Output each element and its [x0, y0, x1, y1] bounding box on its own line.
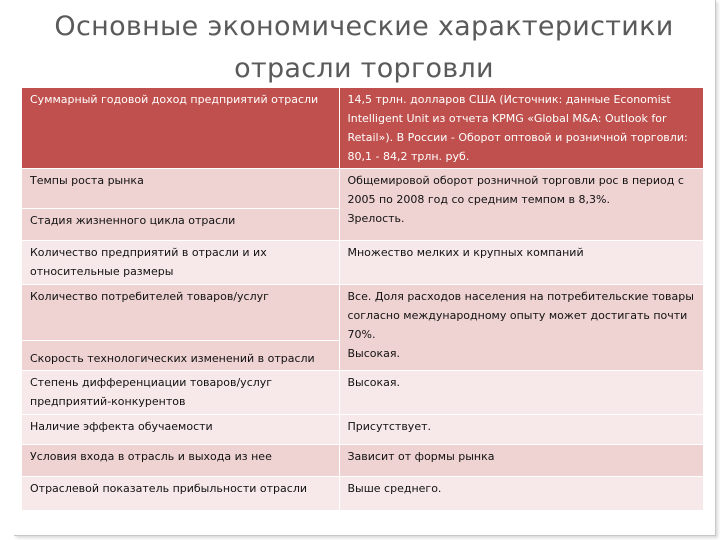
row-label: Количество предприятий в отрасли и их относительные размеры [22, 241, 339, 285]
lifecycle-value: Зрелость. [347, 212, 405, 225]
characteristics-table [22, 88, 703, 511]
table-row-consumers [22, 285, 703, 341]
row-value [339, 285, 703, 371]
row-value: Присутствует. [339, 415, 703, 445]
row-value [339, 169, 703, 241]
row-value: Высокая. [339, 371, 703, 415]
title-line-1: Основные экономические характеристики [54, 11, 674, 42]
tech-speed-value: Высокая. [347, 347, 401, 360]
table-row-revenue [22, 88, 703, 169]
table-row-companies [22, 241, 703, 285]
row-label: Степень дифференциации товаров/услуг предприятий-конкурентов [22, 371, 339, 415]
table-row-profitability [22, 477, 703, 511]
growth-value: Общемировой оборот розничной торговли рос в период с 2005 по 2008 год со средним темпом в 8,3%. [347, 174, 684, 206]
slide-title [24, 6, 704, 90]
table-row-entry-exit [22, 445, 703, 477]
table-row-differentiation [22, 371, 703, 415]
row-value: Зависит от формы рынка [339, 445, 703, 477]
row-label: Отраслевой показатель прибыльности отрасли [22, 477, 339, 511]
consumers-value: Все. Доля расходов населения на потребительские товары согласно международному опыту может достигать почти 70%. [347, 290, 694, 341]
row-label: Суммарный годовой доход предприятий отрасли [22, 88, 339, 169]
row-label: Скорость технологических изменений в отрасли [22, 341, 339, 371]
row-label: Наличие эффекта обучаемости [22, 415, 339, 445]
row-label: Количество потребителей товаров/услуг [22, 285, 339, 341]
row-value: Выше среднего. [339, 477, 703, 511]
row-label: Условия входа в отрасль и выхода из нее [22, 445, 339, 477]
row-value: 14,5 трлн. долларов США (Источник: данные Economist Intelligent Unit из отчета KPMG «Global M&A: Outlook for Retail»). В России - Оборот оптовой и розничной торговли: 80,1 - 84,2 трлн. руб. [339, 88, 703, 169]
title-line-2: отрасли торговли [234, 53, 494, 84]
table-row-learning [22, 415, 703, 445]
table-row-growth [22, 169, 703, 209]
row-value: Множество мелких и крупных компаний [339, 241, 703, 285]
row-label: Темпы роста рынка [22, 169, 339, 209]
row-label: Стадия жизненного цикла отрасли [22, 209, 339, 241]
